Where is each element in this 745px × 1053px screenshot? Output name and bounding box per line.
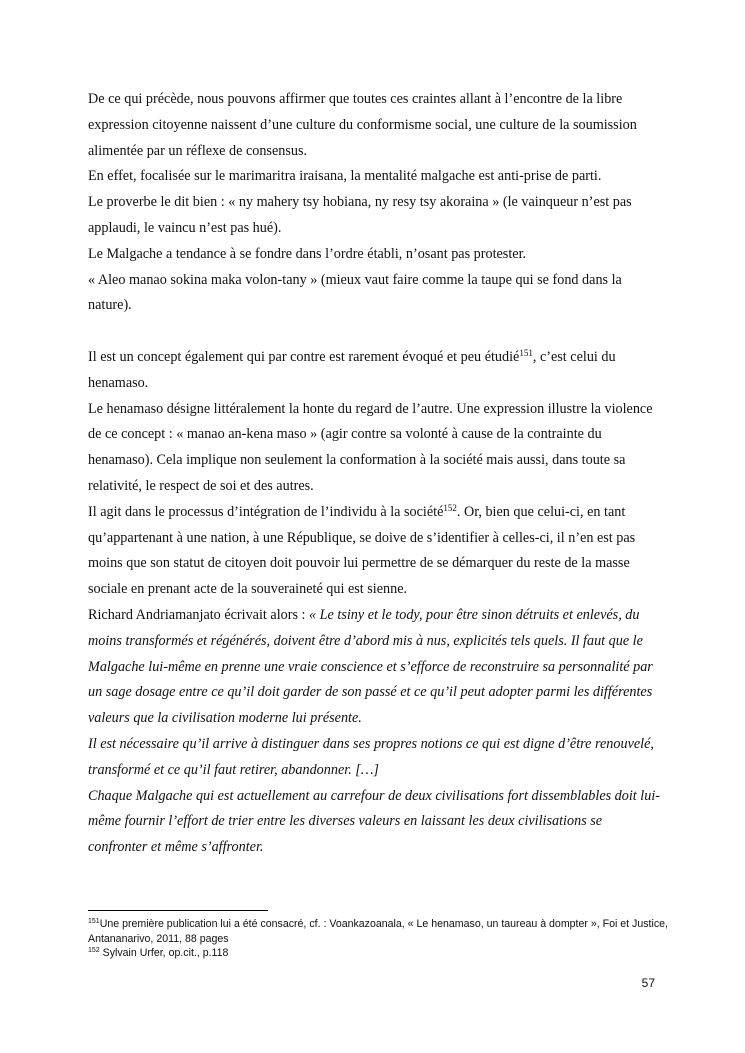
footnote-152: $^{152}$ Sylvain Urfer, op.cit., p.118 [88, 947, 229, 959]
quote-part-2: Il est nécessaire qu’il arrive à distinguer dans ses propres notions ce qui est digne d’être renouvelé, transformé et ce qu’il faut retirer, abandonner. […] [88, 735, 654, 778]
footnote-151: $^{151}$Une première publication lui a été consacré, cf. : Voankazoanala, « Le henamaso, un taureau à dompter », Foi et Justice, Antananarivo, 2011, 88 pages [88, 918, 668, 945]
paragraph-henamaso-definition: Le henamaso désigne littéralement la honte du regard de l’autre. Une expression illustre la violence de ce concept : « manao an-kena maso » (agir contre sa volonté à cause de la contrainte du henamaso). Cela implique non seulement la conformation à la société mais aussi, dans toute sa relativité, le respect de soi et des autres. [88, 400, 653, 494]
paragraph-proverbe: Le proverbe le dit bien : « ny mahery tsy hobiana, ny resy tsy akoraina » (le vainqueur n’est pas applaudi, le vaincu n’est pas hué). [88, 194, 632, 236]
main-text [88, 87, 660, 861]
quote-part-3: Chaque Malgache qui est actuellement au carrefour de deux civilisations fort dissemblables doit lui-même fournir l’effort de trier entre les diverses valeurs en laissant les deux civilisations se confronter et même s’affronter. [88, 787, 661, 856]
paragraph-taupe: « Aleo manao sokina maka volon-tany » (mieux vaut faire comme la taupe qui se fond dans la nature). [88, 271, 622, 314]
paragraph-ordre-etabli: Le Malgache a tendance à se fondre dans l’ordre établi, n’osant pas protester. [88, 245, 527, 262]
paragraph-henamaso-intro: Il est un concept également qui par contre est rarement évoqué et peu étudié$^{151}$, c’est celui du henamaso. [88, 347, 616, 391]
page-number: 57 [641, 976, 655, 990]
paragraph-integration: Il agit dans le processus d’intégration de l’individu à la société$^{152}$. Or, bien que celui-ci, en tant qu’appartenant à une nation, à une République, se doive de s’identifier à celles-ci, il n’en est pas moins que son statut de citoyen doit pouvoir lui permettre de se démarquer du reste de la masse sociale en prenant acte de la souveraineté qui est sienne. [88, 502, 636, 598]
footnote-ref-152[interactable]: 152 [443, 502, 457, 513]
paragraph-andriamanjato: Richard Andriamanjato écrivait alors : « Le tsiny et le tody, pour être sinon détruits et enlevés, du moins transformés et régénérés, doivent être d’abord mis à nus, explicités tels quels. Il faut que le Malgache lui-même en prenne une vraie conscience et s’efforce de reconstruire sa personnalité par un sage dosage entre ce qu’il doit garder de son passé et ce qu’il peut adopter parmi les différentes valeurs que la civilisation moderne lui présente. [88, 606, 653, 727]
footnotes [88, 917, 668, 961]
footnote-separator [88, 910, 268, 911]
footnote-ref-151[interactable]: 151 [519, 347, 533, 358]
paragraph-marimaritra: En effet, focalisée sur le marimaritra iraisana, la mentalité malgache est anti-prise de parti. [88, 168, 602, 185]
blank-line [88, 319, 660, 345]
paragraph-conformisme: De ce qui précède, nous pouvons affirmer que toutes ces craintes allant à l’encontre de la libre expression citoyenne naissent d’une culture du conformisme social, une culture de la soumission alimentée par un réflexe de consensus. [88, 91, 637, 159]
quote-part-1: « Le tsiny et le tody, pour être sinon détruits et enlevés, du moins transformés et régénérés, doivent être d’abord mis à nus, explicités tels quels. Il faut que le Malgache lui-même en prenne une vraie conscience et s’efforce de reconstruire sa personnalité par un sage dosage entre ce qu’il doit garder de son passé et ce qu’il peut adopter parmi les différentes valeurs que la civilisation moderne lui présente. [88, 606, 653, 727]
